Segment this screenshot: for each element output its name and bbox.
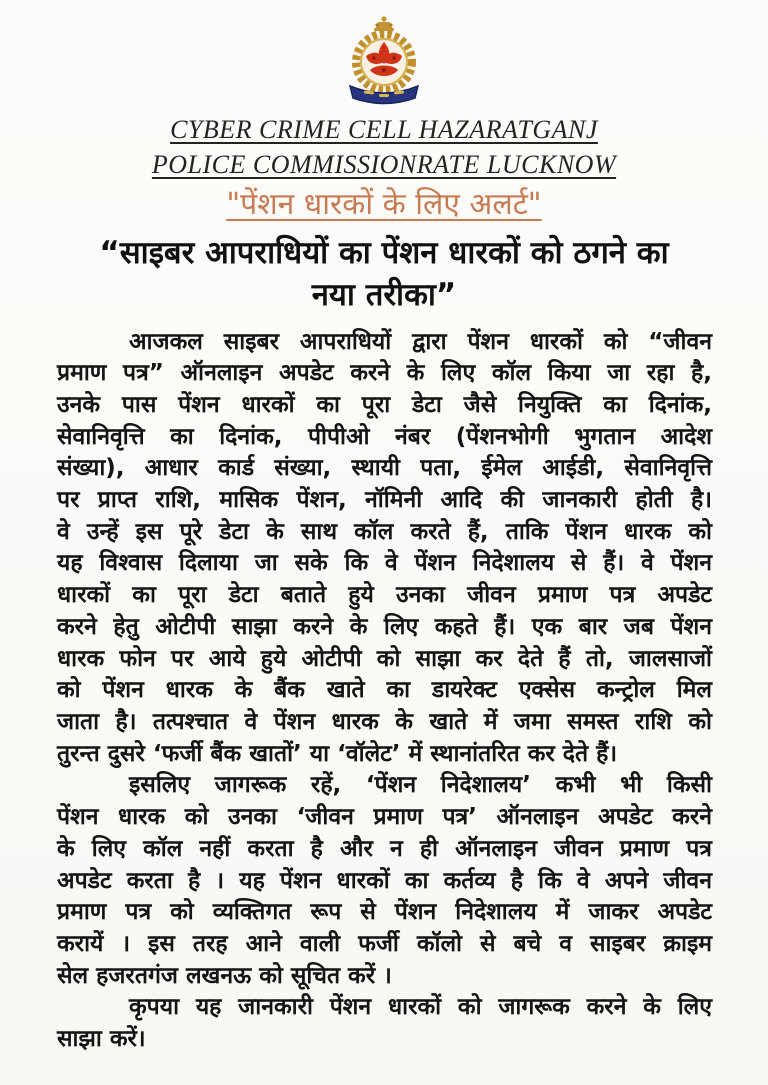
org-name-line2: POLICE COMMISSIONRATE LUCKNOW bbox=[151, 150, 617, 180]
body-line: पेंशन धारक को उनका ‘जीवन प्रमाण पत्र’ ऑनलाइन अपडेट करने bbox=[57, 804, 712, 831]
body-line: यह विश्वास दिलाया जा सके कि वे पेंशन निदेशालय से हैं। वे पेंशन bbox=[57, 550, 712, 577]
body-line: कृपया यह जानकारी पेंशन धारकों को जागरूक करने के लिए bbox=[129, 994, 712, 1021]
notice-body bbox=[57, 327, 712, 1056]
body-line: जाता है। तत्पश्चात वे पेंशन धारक के खाते में जमा समस्त राशि को bbox=[57, 709, 712, 735]
body-line: सेल हजरतगंज लखनऊ को सूचित करें । bbox=[57, 962, 392, 989]
body-line: अपडेट करता है । यह पेंशन धारकों का कर्तव्य है कि वे अपने जीवन bbox=[57, 867, 712, 894]
body-line: प्रमाण पत्र को व्यक्तिगत रूप से पेंशन निदेशालय में जाकर अपडेट bbox=[57, 899, 712, 926]
body-line: करने हेतु ओटीपी साझा करने के लिए कहते हैं। एक बार जब पेंशन bbox=[57, 613, 712, 640]
notice-title bbox=[0, 233, 768, 317]
body-line: धारक फोन पर आये हुये ओटीपी को साझा कर देते हैं तो, जालसाजों bbox=[57, 645, 712, 672]
org-name-line1: CYBER CRIME CELL HAZARATGANJ bbox=[170, 115, 598, 144]
body-line: उनके पास पेंशन धारकों का पूरा डेटा जैसे नियुक्ति का दिनांक, bbox=[57, 391, 712, 418]
notice-title-line1: “साइबर आपराधियों का पेंशन धारकों को ठगने का bbox=[99, 234, 669, 271]
notice-title-line2: नया तरीका” bbox=[311, 276, 457, 313]
body-line: वे उन्हें इस पूरे डेटा के साथ कॉल करते हैं, ताकि पेंशन धारक को bbox=[57, 518, 712, 545]
body-line: सेवानिवृत्ति का दिनांक, पीपीओ नंबर (पेंशनभोगी भुगतान आदेश bbox=[57, 423, 712, 450]
body-line: पर प्राप्त राशि, मासिक पेंशन, नॉमिनी आदि की जानकारी होती है। bbox=[57, 487, 712, 514]
body-line: के लिए कॉल नहीं करता है और न ही ऑनलाइन जीवन प्रमाण पत्र bbox=[57, 835, 712, 862]
body-line: धारकों का पूरा डेटा बताते हुये उनका जीवन प्रमाण पत्र अपडेट bbox=[57, 582, 712, 609]
body-line: करायें । इस तरह आने वाली फर्जी कॉलो से बचे व साइबर क्राइम bbox=[57, 930, 712, 957]
body-line: साझा करें। bbox=[57, 1026, 146, 1053]
up-police-emblem bbox=[0, 0, 768, 108]
up-police-crest-icon bbox=[336, 12, 432, 108]
body-line: आजकल साइबर आपराधियों द्वारा पेंशन धारकों को “जीवन bbox=[129, 328, 712, 355]
body-line: तुरन्त दुसरे ‘फर्जी बैंक खातों’ या ‘वॉलेट’ में स्थानांतरित कर देते हैं। bbox=[57, 740, 618, 767]
body-line: को पेंशन धारक के बैंक खाते का डायरेक्ट एक्सेस कन्ट्रोल मिल bbox=[57, 677, 712, 704]
body-line: इसलिए जागरूक रहें, ‘पेंशन निदेशालय’ कभी भी किसी bbox=[129, 772, 712, 799]
pension-alert-subtitle: "पेंशन धारकों के लिए अलर्ट" bbox=[226, 187, 542, 223]
body-line: प्रमाण पत्र” ऑनलाइन अपडेट करने के लिए कॉल किया जा रहा है, bbox=[57, 360, 712, 387]
body-line: संख्या), आधार कार्ड संख्या, स्थायी पता, ईमेल आईडी, सेवानिवृत्ति bbox=[57, 455, 712, 482]
